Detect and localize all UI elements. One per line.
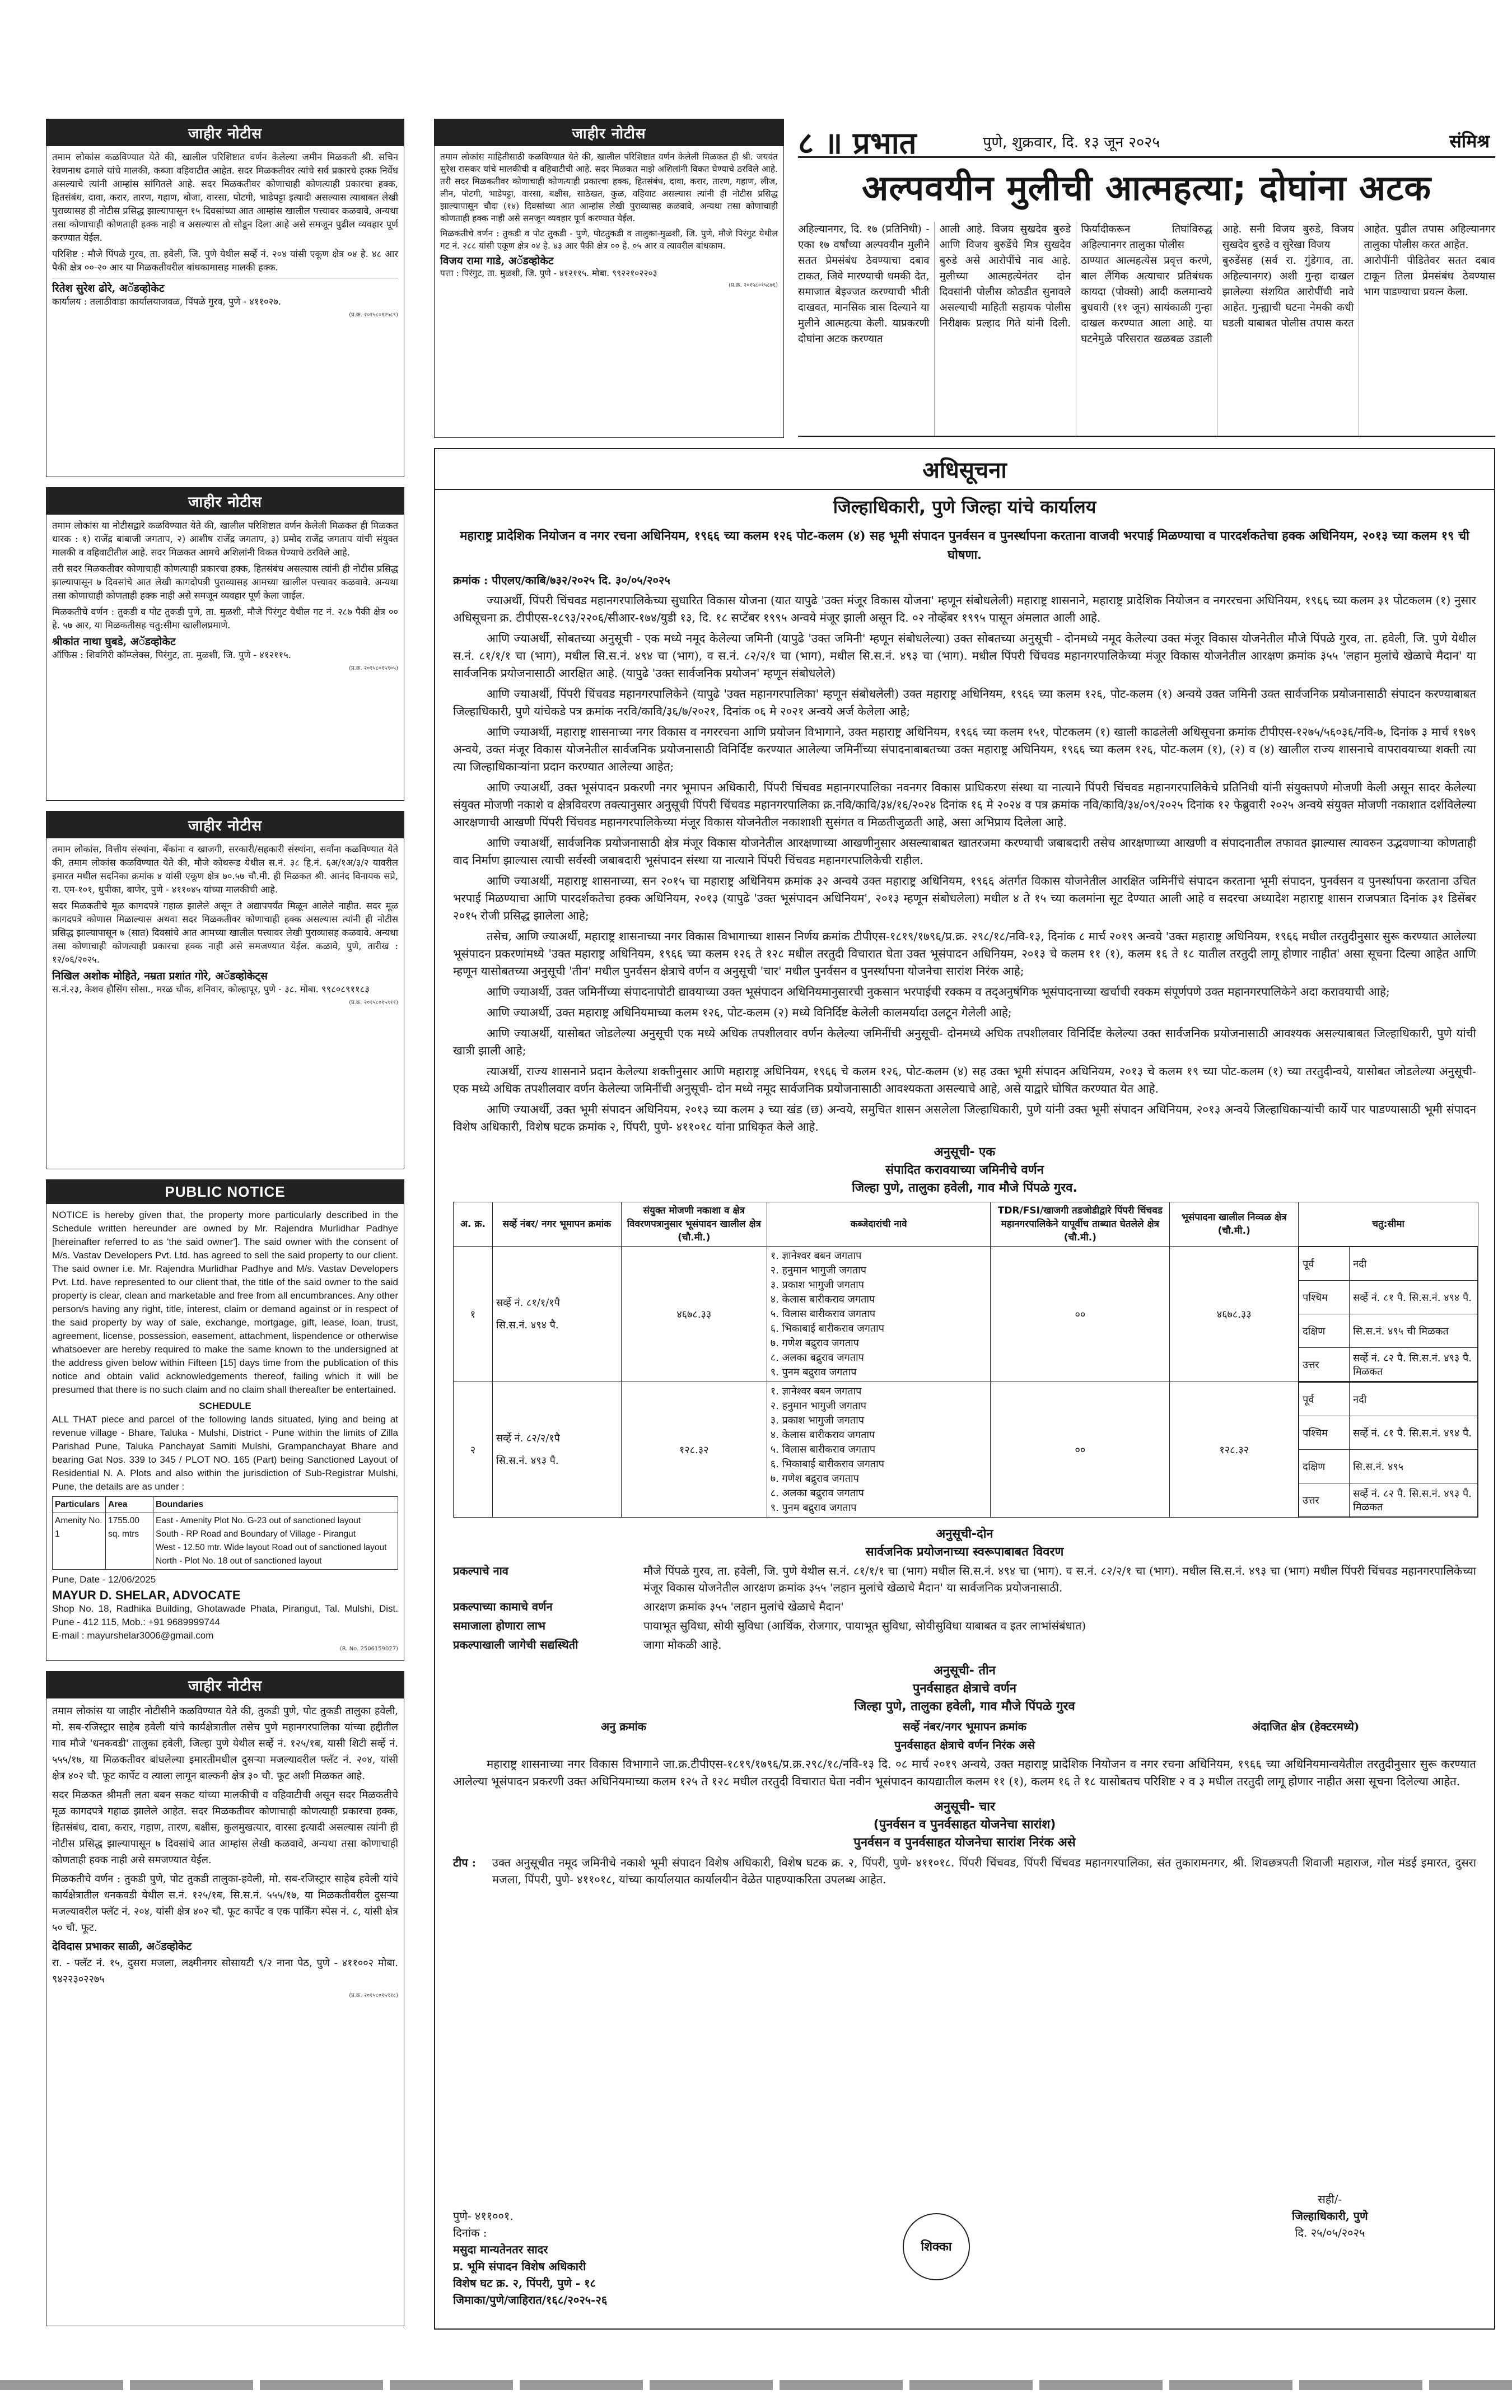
sig-line: प्र. भूमि संपादन विशेष अधिकारी (453, 2260, 586, 2273)
field-value: पायाभूत सुविधा, सोयी सुविधा (आर्थिक, रोजगार, पायाभूत सुविधा, सोयीसुविधा याबाबत व इतर लाभांसंबंधात) (643, 1619, 1086, 1632)
advocate-name: MAYUR D. SHELAR, ADVOCATE (52, 1588, 241, 1602)
schedule-1-title: अनुसूची- एक (934, 1145, 996, 1159)
notice-para: तमाम लोकांस या नोटीसद्वारे कळविण्यात येते की, खालील परिशिष्टात वर्णन केलेली मिळकत ही मिळकत धारक : १) राजेंद्र बाबाजी जगताप, २) आशीष राजेंद्र जगताप, ३) प्रमोद राजेंद्र जगताप यांची संयुक्त मालकी व वहिवाटीतील आहे. सदर मिळकत आमचे अशिलांनी विकत घेण्याचे ठरविले आहे. (52, 520, 398, 558)
owner-name: ६. भिकाबाई बारीकराव जगताप (770, 1458, 884, 1470)
advocate-address: कार्यालय : तलाठीवाडा कार्यालयाजवळ, पिंपळे गुरव, पुणे - ४११०२७. (52, 296, 281, 307)
boundary-value: सर्व्हे नं. ८२ पै. सि.स.नं. ४९३ पै. मिळकत (1350, 1483, 1478, 1517)
advocate-address: पत्ता : पिरंगुट, ता. मुळशी, जि. पुणे - ४१२११५. मोबा. ९९२२१०२२०३ (440, 268, 657, 278)
owner-name: ९. पुनम बद्रुराव जगताप (770, 1501, 857, 1514)
schedule-4-nil: पुनर्वसन व पुनर्वसाहत योजनेचा सारांश निरंक असे (853, 1836, 1076, 1850)
notification-title: अधिसूचना (435, 449, 1494, 490)
notification-para: आणि ज्याअर्थी, महाराष्ट्र शासनाच्या नगर विकास व नगररचना आणि प्रयोजन विभागाने, उक्त महाराष्ट्र अधिनियम, १९६६ च्या कलम १५१, पोटकलम (१) खाली काढलेली अधिसूचना क्रमांक टीपीएस-१२७५/५६०३६/नवि-७, दिनांक ३ मार्च १९७९ अन्वये, उक्त मंजूर विकास योजनेतील सार्वजनिक प्रयोजनासाठी विनिर्दिष्ट करण्यात आलेल्या जमिनींच्या संपादनाबाबतच्या उक्त महाराष्ट्र अधिनियम, १९६६ च्या कलम १२६, पोट-कलम (१), (२) व (४) खालील राज्य शासनाचे वापरावयाच्या शक्ती त्या त्या जिल्हाधिकाऱ्यांना प्रदान करण्यात आलेल्या आहेत; (453, 725, 1476, 773)
tip-text: उक्त अनुसूचीत नमूद जमिनीचे नकाशे भूमी संपादन विशेष अधिकारी, विशेष घटक क्र. २, पिंपरी, पुणे- ४११०१८. पिंपरी चिंचवड, पिंपरी चिंचवड महानगरपालिका, संत तुकारामनगर, श्री. शिवछत्रपती शिवाजी महाराज, गोल मंडई इमारत, दुसरा मजला, पिंपरी, पुणे- ४११०१८, यांच्या कार्यालयात कार्यालयीन वेळेत पाहण्याकरिता उपलब्ध आहेत. (492, 1856, 1476, 1886)
column-label: अनु क्रमांक (600, 1720, 647, 1733)
boundary-direction: पूर्व (1299, 1247, 1350, 1281)
owner-name: ९. पुनम बद्रुराव जगताप (770, 1366, 857, 1378)
sig-line: मसुदा मान्यतेनतर सादर (453, 2243, 548, 2256)
notice-vijay (434, 119, 784, 438)
survey-number: सि.स.नं. ४९४ पै. (496, 1319, 559, 1331)
table-cell: १२८.३२ (1170, 1382, 1299, 1518)
schedule-3-columns (435, 1716, 1494, 1737)
boundary-direction: पश्चिम (1299, 1281, 1350, 1314)
schedule-3-title: अनुसूची- तीन (934, 1664, 996, 1678)
survey-number: सर्व्हे नं. ८२/२/१पै (496, 1432, 560, 1444)
public-notice (46, 1179, 404, 1661)
table-cell: ०० (991, 1247, 1170, 1382)
news-story (798, 217, 1495, 437)
notification-ref: क्रमांक : पीएलए/काबि/७३२/२०२५ दि. ३०/०५/२०२५ (453, 573, 670, 587)
owner-name: ५. विलास बारीकराव जगताप (770, 1308, 876, 1320)
table-cell (1299, 1382, 1478, 1518)
notification-para: आणि ज्याअर्थी, उक्त भूमी संपादन अधिनियम, २०१३ च्या कलम ३ च्या खंड (छ) अन्वये, समुचित शासन असलेला जिल्हाधिकारी, पुणे यांनी उक्त भूमी संपादन अधिनियम, २०१३ अन्वये जिल्हाधिकाऱ्यांची कार्ये पार पाडण्यासाठी भूमी संपादन विशेष अधिकारी, विशेष घटक क्रमांक २, पिंपरी, पुणे- ४११०१८ यांना प्राधिकृत केले आहे. (453, 1103, 1476, 1133)
table-cell (1299, 1247, 1478, 1382)
advocate-name: विजय रामा गाडे, अॅडव्होकेट (440, 255, 554, 267)
table-header: Particulars (53, 1497, 106, 1513)
notification-para: त्याअर्थी, राज्य शासनाने प्रदान केलेल्या शक्तीनुसार आणि महाराष्ट्र अधिनियम, १९६६ चे कलम १२६, पोट-कलम (४) सह उक्त भूमी संपादन अधिनियम, २०१३ चे कलम १९ च्या पोट-कलम (१) च्या तरतुदीन्वये, यासोबत जोडलेल्या अनुसूची- एक मध्ये अधिक तपशीलवार वर्णन केलेल्या जमिनींची अनुसूची- दोन मध्ये नमूद सार्वजनिक प्रयोजनासाठी आवश्यकता असल्याचे आहे, असे याद्वारे घोषित करण्यात येत आहे. (453, 1065, 1476, 1095)
field-value: आरक्षण क्रमांक ३५५ 'लहान मुलांचे खेळाचे मैदान' (643, 1600, 844, 1613)
boundary-value: नदी (1350, 1247, 1478, 1281)
notice-heading: जाहीर नोटीस (435, 119, 783, 146)
table-cell (492, 1382, 621, 1518)
boundary: North - Plot No. 18 out of sanctioned layout (156, 1556, 322, 1566)
table-cell: २ (454, 1382, 493, 1518)
sig-line: जिल्हाधिकारी, पुणे (1292, 2209, 1368, 2223)
field-label: प्रकल्पाच्या कामाचे वर्णन (453, 1600, 553, 1613)
table-header: अ. क्र. (454, 1202, 493, 1247)
boundary-value: सि.स.नं. ४९५ (1350, 1450, 1478, 1483)
notice-para: तमाम लोकांस माहितीसाठी कळविण्यात येते की, खालील परिशिष्टात वर्णन केलेली मिळकत ही श्री. जयवंत सुरेश रासकर यांचे मालकीची व वहिवाटीची आहे. सदर मिळकत माझे अशिलांनी विकत घेण्याचे ठरविले आहे. तरी सदर मिळकतीवर कोणाचाही कोणत्याही प्रकारचा हक्क, हितसंबंध, दावा, करार, तारण, गहाण, लीज, लीन, पोटगी, भाडेपट्टा, वारसा, बक्षीस, साठेखत, कुळ, वहिवाट असल्यास त्यांनी ही नोटीस प्रसिद्ध झाल्यापासून चौदा (१४) दिवसांच्या आत आम्हांस लेखी पुराव्यासह कळवावे, अन्यथा तसा कोणाचाही कोणताही हक्क नाही असे समजून व्यवहार पूर्ण करण्यात येईल. (440, 152, 778, 223)
story-para: अहिल्यानगर, दि. १७ (प्रतिनिधी) - एका १७ वर्षांच्या अल्पवयीन मुलीने सतत प्रेमसंबंध ठेवण्याचा दबाव टाकत, जिवे मारण्याची धमकी देत, समाजात बेइज्जत करण्याची भीती दाखवत, मानसिक त्रास दिल्याने या मुलीने आत्महत्या केली. याप्रकरणी दोघांना अटक करण्यात (798, 223, 930, 345)
table-header: संयुक्त मोजणी नकाशा व क्षेत्र विवरणपत्रानुसार भूसंपादन खालील क्षेत्र (चौ.मी.) (621, 1202, 767, 1247)
place-date: पुणे, शुक्रवार, दि. १३ जून २०२५ (983, 134, 1160, 151)
owner-name: २. हनुमान भागुजी जगताप (770, 1399, 867, 1412)
schedule-2-row (435, 1597, 1494, 1616)
boundary-direction: पूर्व (1299, 1383, 1350, 1416)
tip-label: टीप : (453, 1856, 476, 1869)
schedule-2-row (435, 1561, 1494, 1597)
ad-ref: (प्र.क्र. २०१५८०१५८७६) (729, 282, 778, 288)
table-cell: १ (454, 1247, 493, 1382)
advocate-name: रितेश सुरेश ढोरे, अॅडव्होकेट (52, 282, 165, 295)
boundary: South - RP Road and Boundary of Village - Pirangut (156, 1529, 356, 1539)
ad-ref: (प्र.क्र. २०१५८०१५९०५) (349, 665, 398, 671)
notice-para: परिशिष्ट : मौजे पिंपळे गुरव, ता. हवेली, जि. पुणे येथील सर्व्हे नं. २०४ यांसी एकूण क्षेत्र ०४ हे. ४८ आर पैकी क्षेत्र ००-२० आर या मिळकतीवरील बांधकामासह मालकी हक्क. (52, 249, 398, 273)
schedule-3-place: जिल्हा पुणे, तालुका हवेली, गाव मौजे पिंपळे गुरव (854, 1700, 1075, 1714)
notice-para: मिळकतीचे वर्णन : तुकडी व पोट तुकडी - पुणे, पोटतुकडी व तालुका-मुळशी, जि. पुणे, मौजे पिरंगुट येथील गट नं. २८८ यांसी एकूण क्षेत्र ०४ हे. ४३ आर पैकी क्षेत्र ०० हे. ०५ आर व त्यावरील बांधकाम. (440, 228, 778, 251)
field-label: प्रकल्पाखाली जागेची सद्यस्थिती (453, 1638, 578, 1651)
field-label: प्रकल्पाचे नाव (453, 1564, 508, 1578)
ad-ref: (प्र.क्र. २०१५८०१५९११) (349, 1000, 398, 1006)
schedule-3-nil: पुनर्वसाहत क्षेत्राचे वर्णन निरंक असे (894, 1738, 1035, 1752)
left-signature-block (453, 2208, 607, 2308)
schedule-3-para: महाराष्ट्र शासनाच्या नगर विकास विभागाने जा.क्र.टीपीएस-१८१९/१७९६/प्र.क्र.२९८/१८/नवि-१३ दि. ०८ मार्च २०१९ अन्वये, उक्त महाराष्ट्र प्रादेशिक नियोजन व नगर रचना अधिनियम, १९६६ च्या अधिनियमान्वयेतील तरतुदीनुसार सुरू करण्यात आलेल्या भूसंपादन प्रकरणी उक्त अधिनियमाच्या कलम १२५ ते १२८ मधील तरतुदी विचारात घेता नवीन भूसंपादन कायद्यातील कलम ११ (१), कलम १६ ते १८ यासोबतच परिशिष्ट २ व ३ मधील तरतुदी लागू होणार नाहीत असा सूचना दिलेल्या आहेत. (453, 1757, 1476, 1788)
notification-para: आणि ज्याअर्थी, सार्वजनिक प्रयोजनासाठी क्षेत्र मंजूर विकास योजनेतील आरक्षणाच्या आखणीनुसार असल्याबाबत खातरजमा करण्याची जबाबदारी तसेच आरक्षणाच्या आखणी व संपादनातील तफावत झाल्यास त्यावरुन उद्भवणाऱ्या कोणताही वाद निर्माण झाल्यास त्याची सर्वस्वी जबाबदारी भूसंपादन संस्था या नात्याने पिंपरी चिंचवड महानगरपालिकेची राहील. (453, 836, 1476, 867)
sig-line: सही/- (1318, 2192, 1342, 2206)
advocate-address: Shop No. 18, Radhika Building, Ghotawade Phata, Pirangut, Tal. Mulshi, Dist. Pune - 412 115, Mob.: +91 9689999744 (52, 1603, 398, 1627)
boundaries-table (1299, 1247, 1478, 1382)
owner-name: ४. केलास बारीकराव जगताप (770, 1293, 875, 1305)
table-row (454, 1247, 1478, 1382)
owner-name: ७. गणेश बद्रुराव जगताप (770, 1472, 859, 1485)
table-row (53, 1513, 398, 1570)
owner-name: ८. अलका बद्रुराव जगताप (770, 1351, 864, 1364)
notice-para: मिळकतीचे वर्णन : तुकडी पुणे, पोट तुकडी तालुका-हवेली, मो. सब-रजिस्ट्रार साहेब हवेली यांचे कार्यक्षेत्रातील धनकवडी येथील स.नं. १२५/१ब, सि.स.नं. ५५५/१७, या मिळकतीवरील दुसऱ्या मजल्यावरील फ्लॅट नं. २०४, यांसी क्षेत्र ४०२ चौ. फूट कार्पेट व एक पार्किंग स्पेस नं. ८, यांसी क्षेत्र ५० चौ. फूट. (52, 1873, 398, 1934)
page-number-brand: ८ ॥ प्रभात (798, 125, 917, 161)
notice-para: तरी सदर मिळकतीवर कोणाचाही कोणत्याही प्रकारचा हक्क, हितसंबंध असल्यास त्यांनी ही नोटीस प्रसिद्ध झाल्यापासून ७ दिवसांचे आत लेखी कागदोपत्री पुराव्यासह आमच्या खालील पत्त्यावर कळवावे. अन्यथा तसा कोणाचाही कोणताही हक्क नाही असे समजून व्यवहार पूर्ण केला जाईल. (52, 563, 398, 601)
table-cell: Amenity No. 1 (53, 1513, 106, 1570)
schedule-2-title: अनुसूची-दोन (936, 1527, 993, 1541)
owner-name: २. हनुमान भागुजी जगताप (770, 1264, 867, 1276)
notification-para: आणि ज्याअर्थी, पिंपरी चिंचवड महानगरपालिकेने (यापुढे 'उक्त महानगरपालिका' म्हणून संबोधलेली) उक्त महाराष्ट्र अधिनियम, १९६६ च्या कलम १२६, पोट-कलम (१) अन्वये उक्त जमिनी उक्त सार्वजनिक प्रयोजनासाठी संपादन करण्याबाबत जिल्हाधिकारी, पुणे यांचेकडे पत्र क्रमांक नरवि/कावि/३६/७/२०२१, दिनांक ०६ मे २०२१ अन्वये अर्ज केलेला आहे; (453, 687, 1476, 718)
masthead (798, 119, 1495, 161)
notification-body (435, 592, 1494, 1136)
owner-name: ६. भिकाबाई बारीकराव जगताप (770, 1322, 884, 1334)
schedule-2-row (435, 1616, 1494, 1635)
collector-notification (434, 448, 1495, 2330)
ad-ref: (R. No. 2506159027) (339, 1646, 398, 1652)
owner-name: ३. प्रकाश भागुजी जगताप (770, 1414, 865, 1426)
sig-line: जिमाका/पुणे/जाहिरात/१६८/२०२५-२६ (453, 2293, 608, 2307)
advocate-name: निखिल अशोक मोहिते, नम्रता प्रशांत गोरे, अॅडव्होकेट्स (52, 970, 268, 982)
table-header: सर्व्हे नंबर/ नगर भूमापन क्रमांक (492, 1202, 621, 1247)
notification-para: आणि ज्याअर्थी, उक्त जमिनींच्या संपादनापोटी द्यावयाच्या उक्त भूसंपादन अधिनियमानुसारची नुकसान भरपाईची रक्कम व तद्अनुषंगिक भूसंपादनाच्या खर्चाची रक्कम संपूर्णपणे उक्त महानगरपालिकेने अदा करावयाची आहे; (487, 985, 1390, 998)
schedule-1-sub: संपादित करावयाच्या जमिनीचे वर्णन (885, 1163, 1044, 1177)
story-para: ठाण्यात आत्महत्येस प्रवृत्त करणे, बाल लैंगिक अत्याचार प्रतिबंधक कायदा (पोक्सो) आदी कलमान्वये बुधवारी (११ जून) सायंकाळी गुन्हा दाखल करण्यात आला आहे. या घटनेमुळे परिसरात खळबळ उडाली आहे. सनी विजय बुरुडे, विजय सुखदेव बुरुडे व सुरेखा विजय (1081, 223, 1354, 345)
schedule-4-sub: (पुनर्वसन व पुनर्वसाहत योजनेचा सारांश) (873, 1818, 1056, 1832)
ad-ref: (प्र.क्र. २०१५८०१२५८९) (349, 312, 398, 318)
table-cell: १२८.३२ (621, 1382, 767, 1518)
column-label: अंदाजित क्षेत्र (हेक्टरमध्ये) (1252, 1720, 1360, 1733)
boundary-direction: उत्तर (1299, 1483, 1350, 1517)
table-header: भूसंपादना खालील निव्वळ क्षेत्र (चौ.मी.) (1170, 1202, 1299, 1247)
notice-heading: PUBLIC NOTICE (46, 1180, 404, 1204)
notice-para: सदर मिळकतीचे मूळ कागदपत्रे गहाळ झालेले असून ते अद्यापपर्यंत मिळून आलेले नाहीत. सदर मूळ कागदपत्रे कोणास मिळाल्यास अथवा सदर मिळकतीवर कोणाचाही हक्क असल्यास त्यांनी ही नोटीस प्रसिद्ध झाल्यापासून ७ (सात) दिवसांचे आत आमच्या खालील पत्त्यावर लेखी पुराव्यासह कळवावे. अन्यथा तसा कोणाचाही कोणत्याही प्रकारचा हक्क नाही असे समजण्यात येईल. कळावे, पुणे, तारीख : १२/०६/२०२५. (52, 900, 398, 965)
boundary: East - Amenity Plot No. G-23 out of sanctioned layout (156, 1516, 361, 1525)
notice-para: तमाम लोकांस या जाहीर नोटीसीने कळविण्यात येते की, तुकडी पुणे, पोट तुकडी तालुका हवेली, मो. सब-रजिस्ट्रार साहेब हवेली यांचे कार्यक्षेत्रातील तसेच पुणे महानगरपालिका यांच्या हद्दीतील गाव मौजे 'धनकवडी' तालुका हवेली, जिल्हा पुणे येथील सर्व्हे नं. १२५/१ब, यासी शिटी सर्व्हे नं. ५५५/१७, या मिळकतीवर बांधलेल्या इमारतीमधील दुसऱ्या मजल्यावरील फ्लॅट नं. २०४, यांसी क्षेत्र ४०२ चौ. फूट कार्पेट व त्याला लागून बाल्कनी क्षेत्र ३० चौ. फूट अशी मिळकत आहे. (52, 1705, 398, 1782)
schedule-title: SCHEDULE (199, 1401, 251, 1411)
notice-heading: जाहीर नोटीस (46, 119, 404, 146)
table-cell: 1755.00 sq. mtrs (106, 1513, 153, 1570)
section-name: संमिश्र (1449, 130, 1490, 152)
notification-para: आणि ज्याअर्थी, उक्त भूसंपादन प्रकरणी नगर भूमापन अधिकारी, पिंपरी चिंचवड महानगरपालिका नवनगर विकास प्राधिकरण संस्था या नात्याने पिंपरी चिंचवड महानगरपालिकेचे प्रतिनिधी यांनी संयुक्तपणे मोजणी केली असून सादर केलेल्या संयुक्त मोजणी नकाशे व क्षेत्रविवरण तक्त्यानुसार अनुसूची पिंपरी चिंचवड महानगरपालिका क्र.नवि/कावि/३४/१६/२०२४ दिनांक १६ मे २०२४ व पत्र क्रमांक नवि/कावि/३४/०९/२०२५ दिनांक १२ फेब्रुवारी २०२५ अन्वये संयुक्त मोजणी नकाशात दर्शविलेल्या आरक्षणाची आखणी पिंपरी चिंचवड महानगरपालिकेच्या मंजूर विकास योजनेतील नकाशाशी सुसंगत व मिळतीजुळती आहे, असा अभिप्राय दिलेला आहे. (453, 781, 1476, 829)
boundary-direction: पश्चिम (1299, 1416, 1350, 1450)
schedule-text: ALL THAT piece and parcel of the following lands situated, lying and being at revenue village - Bhare, Taluka - Mulshi, District - Pune within the limits of Zilla Parishad Pune, Taluka Panchayat Samiti Mulshi, Grampanchayat Bhare and bearing Gat Nos. 339 to 345 / PLOT NO. 165 (Part) being Sanctioned Layout of Residential N. A. Plots and also within the jurisdiction of Sub-Registrar Mulshi, Pune, the details are as under : (52, 1414, 398, 1492)
schedule-4-title: अनुसूची- चार (934, 1800, 995, 1814)
notice-para: मिळकतीचे वर्णन : तुकडी व पोट तुकडी पुणे, ता. मुळशी, मौजे पिरंगुट येथील गट नं. २८७ पैकी क्षेत्र ०० हे. ५७ आर, या मिळकतीसह चतु:सीमा खालीलप्रमाणे. (52, 606, 398, 631)
notification-para: आणि ज्याअर्थी, यासोबत जोडलेल्या अनुसूची एक मध्ये अधिक तपशीलवार वर्णन केलेल्या जमिनींची अनुसूची- दोनमध्ये अधिक तपशीलवार विनिर्दिष्ट केलेल्या उक्त सार्वजनिक प्रयोजनासाठी आवश्यक असल्याबाबत जिल्हाधिकारी, पुणे यांची खात्री झाली आहे; (453, 1026, 1476, 1057)
notice-ritesh (46, 119, 404, 477)
sig-line: विशेष घट क्र. २, पिंपरी, पुणे - १८ (453, 2276, 596, 2290)
owner-name: १. ज्ञानेश्वर बबन जगताप (770, 1385, 862, 1397)
ad-ref: (प्र.क्र. २०१५८०१५९१८) (349, 1992, 398, 1999)
land-table (453, 1202, 1478, 1518)
owner-name: १. ज्ञानेश्वर बबन जगताप (770, 1249, 862, 1262)
boundary-value: सि.स.नं. ४९५ ची मिळकत (1350, 1314, 1478, 1348)
notice-nikhil (46, 811, 404, 1169)
advocate-address: स.नं.२३, केशव हौसिंग सोसा., मरळ चौक, शनिवार, कोल्हापूर, पुणे - ३८. मोबा. ९९८०८९११८३ (52, 984, 370, 995)
boundaries-table (1299, 1382, 1478, 1517)
boundary-direction: दक्षिण (1299, 1450, 1350, 1483)
office-seal: शिक्का (903, 2213, 970, 2280)
schedule-1-place: जिल्हा पुणे, तालुका हवेली, गाव मौजे पिंपळे गुरव. (852, 1181, 1077, 1195)
schedule-3-sub: पुनर्वसाहत क्षेत्राचे वर्णन (913, 1682, 1016, 1696)
field-value: मौजे पिंपळे गुरव, ता. हवेली, जि. पुणे येथील स.नं. ८१/१/१ चा (भाग) मधील सि.स.नं. ४९४ चा (भाग). व स.नं. ८२/२/१ चा (भाग). मधील सि.स.नं. ४९३ चा (भाग) मधील पिंपरी चिंचवड महानगरपालिकेच्या मंजूर विकास योजनेतील आरक्षण क्रमांक ३५५ 'लहान मुलांचे खेळाचे मैदान' या सार्वजनिक प्रयोजनासाठी. (643, 1564, 1476, 1594)
notification-intro: महाराष्ट्र प्रादेशिक नियोजन व नगर रचना अधिनियम, १९६६ च्या कलम १२६ पोट-कलम (४) सह भूमी संपादन पुनर्वसन व पुनर्स्थापना करताना वाजवी भरपाई मिळण्याचा व पारदर्शकतेचा हक्क अधिनियम, २०१३ च्या कलम १९ ची घोषणा. (460, 529, 1469, 562)
notification-para: ज्याअर्थी, पिंपरी चिंचवड महानगरपालिकेच्या सुधारित विकास योजना (यात यापुढे 'उक्त मंजूर विकास योजना' म्हणून संबोधलेली) महाराष्ट्र शासनाने, महाराष्ट्र प्रादेशिक नियोजन व नगररचना अधिनियम, १९६६ च्या कलम ३१ पोटकलम (१) नुसार अधिसूचना क्र. टीपीएस-१८९३/२२०६/सीआर-१७४/युडी १३, दि. १८ सप्टेंबर १९९५ अन्वये मंजूर झाली असून दि. ०२ नोव्हेंबर १९९५ पासून अंमलात आली आहे. (453, 594, 1476, 624)
advocate-name: श्रीकांत नाथा घुबडे, अॅडव्होकेट (52, 636, 176, 648)
table-header: TDR/FSI/खाजगी तडजोडीद्वारे पिंपरी चिंचवड महानगरपालिकेने यापूर्वीच ताब्यात घेतलेले क्षेत्र (चौ.मी.) (991, 1202, 1170, 1247)
survey-number: सर्व्हे नं. ८१/१/१पै (496, 1296, 560, 1309)
boundary-value: सर्व्हे नं. ८१ पै. सि.स.नं. ४९४ पै. (1350, 1281, 1478, 1314)
boundary-value: सर्व्हे नं. ८१ पै. सि.स.नं. ४९४ पै. (1350, 1416, 1478, 1450)
advocate-email: E-mail : mayurshelar3006@gmail.com (52, 1630, 214, 1641)
table-cell: ४६७८.३३ (1170, 1247, 1299, 1382)
field-label: समाजाला होणारा लाभ (453, 1619, 545, 1632)
sig-line: दिनांक : (453, 2226, 487, 2239)
notice-devidas (46, 1671, 404, 2326)
boundary-value: नदी (1350, 1383, 1478, 1416)
notice-para: सदर मिळकत श्रीमती लता बबन सकट यांच्या मालकीची व वहिवाटीची असून सदर मिळकतीचे मूळ कागदपत्रे गहाळ झालेले आहेत. सदर मिळकतीवर कोणाचाही कोणत्याही प्रकारचा हक्क, हितसंबंध, दावा, करार, गहाण, तारण, बक्षीस, कुलमुखत्यार, वारसा इत्यादी असल्यास त्यांनी ही नोटीस प्रसिद्ध झाल्यापासून ७ दिवसांचे आत आम्हांस लेखी कळवावे, अन्यथा तसा कोणाचाही कोणताही हक्क नाही असे समजण्यात येईल. (52, 1789, 398, 1866)
table-cell (767, 1382, 991, 1518)
table-row (454, 1382, 1478, 1518)
schedule-table (52, 1496, 398, 1570)
column-label: सर्व्हे नंबर/नगर भूमापन क्रमांक (903, 1720, 1026, 1733)
schedule-2-sub: सार्वजनिक प्रयोजनाच्या स्वरूपाबाबत विवरण (865, 1545, 1064, 1559)
table-cell (767, 1247, 991, 1382)
table-header: चतु:सीमा (1299, 1202, 1478, 1247)
notice-heading: जाहीर नोटीस (46, 488, 404, 515)
table-cell: ०० (991, 1382, 1170, 1518)
advocate-address: ऑफिस : शिवगिरी कॉम्प्लेक्स, पिरंगुट, ता. मुळशी, जि. पुणे - ४१२११५. (52, 650, 292, 660)
owner-name: ३. प्रकाश भागुजी जगताप (770, 1278, 865, 1291)
boundary: West - 12.50 mtr. Wide layout Road out of sanctioned layout (156, 1543, 387, 1552)
table-cell (492, 1247, 621, 1382)
notice-heading: जाहीर नोटीस (46, 1672, 404, 1698)
page-footer-strip (0, 2380, 1512, 2390)
notice-shrikant (46, 487, 404, 801)
advocate-address: रा. - फ्लॅट नं. १५, दुसरा मजला, लक्ष्मीनगर सोसायटी ९/२ नाना पेठ, पुणे - ४११००२ मोबा. ९४२२३०२२७५ (52, 1957, 398, 1985)
story-para: आली आहे. विजय सुखदेव बुरुडे आणि विजय बुरुडेंचे मित्र सुखदेव बुरुडे असे आरोपींचे नाव आहे. मुलीच्या आत्महत्येनंतर दोन दिवसांनी पोलीस कोठडीत सुनावले असल्याची माहिती सहायक पोलीस निरीक्षक प्रल्हाद गिते यांनी दिली. फिर्यादीकरून तिघांविरुद्ध अहिल्यानगर तालुका पोलीस (939, 223, 1212, 329)
owner-name: ८. अलका बद्रुराव जगताप (770, 1487, 864, 1499)
boundary-direction: दक्षिण (1299, 1314, 1350, 1348)
table-header: कब्जेदारांची नावे (767, 1202, 991, 1247)
schedule-2-row (435, 1635, 1494, 1654)
notice-heading: जाहीर नोटीस (46, 811, 404, 838)
table-header: Area (106, 1497, 153, 1513)
advocate-name: देविदास प्रभाकर साळी, अॅडव्होकेट (52, 1940, 192, 1953)
notice-date: Pune, Date - 12/06/2025 (52, 1574, 156, 1585)
owner-name: ४. केलास बारीकराव जगताप (770, 1429, 875, 1441)
notice-para: तमाम लोकांस, वित्तीय संस्थांना, बँकांना व खाजगी, सरकारी/सहकारी संस्थांना, सर्वांना कळविण्यात येते की, तमाम लोकांस कळविण्यात येते की, मौजे कोथरूड येथील स.नं. ३८ हि.नं. ६अ/१अ/३/२ यावरील इमारत मधील सदनिका क्रमांक ४ यांसी एकूण क्षेत्र ७०.५७ चौ.मी. ही मिळकत श्री. आनंद विनायक सप्रे, रा. एम-१०१, धुपीका, बाणेर, पुणे - ४११०४५ यांच्या मालकीची आहे. (52, 844, 398, 895)
owner-name: ५. विलास बारीकराव जगताप (770, 1443, 876, 1455)
owner-name: ७. गणेश बद्रुराव जगताप (770, 1337, 859, 1349)
notification-para: आणि ज्याअर्थी, महाराष्ट्र शासनाच्या, सन २०१५ चा महाराष्ट्र अधिनियम क्रमांक ३२ अन्वये उक्त महाराष्ट्र अधिनियम, १९६६ अंतर्गत विकास योजनेतील आरक्षित जमिनींचे संपादन करताना भूमी संपादन, पुनर्वसन व पुनर्स्थापना करताना उचित भरपाई मिळण्याचा आणि पारदर्शकतेचा हक्क अधिनियम, २०१३ (यापुढे 'उक्त भूसंपादन अधिनियम', २०१३ म्हणून संबोधलेला) मधील ४ ते १५ च्या कलमांना सूट देण्यात आली आहे व सदरचा अध्यादेश महाराष्ट्र शासन राजपत्रात दिनांक ३१ डिसेंबर २०१५ रोजी प्रसिद्ध झालेला आहे; (453, 874, 1476, 922)
notification-office: जिल्हाधिकारी, पुणे जिल्हा यांचे कार्यालय (833, 496, 1096, 517)
notification-para: आणि ज्याअर्थी, उक्त महाराष्ट्र अधिनियमाच्या कलम १२६, पोट-कलम (२) मध्ये विनिर्दिष्ट केलेली कालमर्यादा उलटून गेलेली आहे; (487, 1006, 1012, 1019)
field-value: जागा मोकळी आहे. (643, 1638, 722, 1651)
notification-para: तसेच, आणि ज्याअर्थी, महाराष्ट्र शासनाच्या नगर विकास विभागाच्या शासन निर्णय क्रमांक टीपीएस-१८१९/१७९६/प्र.क्र. २९८/१८/नवि-१३, दिनांक ८ मार्च २०१९ अन्वये 'उक्त महाराष्ट्र अधिनियम, १९६६ मधील तरतुदीनुसार सुरू करण्यात आलेल्या भूसंपादन प्रकरणांमध्ये 'उक्त महाराष्ट्र अधिनियम, १९६६ च्या कलम १२६ ते १२८ मधील तरतुदी विचारात घेता उक्त भूसंपादन अधिनियम, २०१३ चे कलम ११ (१), कलम १६ ते १८ यातील तरतुदी लागू होणार नाहीत' असा सूचना दिल्या आहेत आणि म्हणून यासोबतच्या अनुसूची 'तीन' मधील पुनर्वसन क्षेत्राचे वर्णन व अनुसूची 'चार' मधील पुनर्वसन व पुनर्स्थापना योजनेचा सारांश निरंक आहे; (453, 930, 1476, 978)
story-para: आरोपींनी पीडितेवर सतत दबाव टाकून तिला प्रेमसंबंध ठेवण्यास भाग पाडण्याचा प्रयत्न केला. (1364, 255, 1495, 298)
survey-number: सि.स.नं. ४९३ पै. (496, 1454, 559, 1467)
sig-line: पुणे- ४११००१. (453, 2209, 514, 2223)
notice-para: तमाम लोकांस कळविण्यात येते की, खालील परिशिष्टात वर्णन केलेल्या जमीन मिळकती श्री. सचिन रेवणनाथ ढमाले यांचे मालकी, कब्जा वहिवाटीत आहेत. सदर मिळकतीवर त्यांचे सर्व प्रकारचे हक्क निर्वेध असल्याचे त्यांनी आम्हांस सांगितले आहे. सदर मिळकतीवर कोणाचाही कोणत्याही प्रकारचा हक्क, हितसंबंध, दावा, करार, तारण, गहाण, बोजा, वारसा, पोटगी, भाडेपट्टा इत्यादी असल्यास त्याबाबत लेखी पुराव्यासह ही नोटीस प्रसिद्ध झाल्यापासून १५ दिवसांच्या आत आम्हांस खालील पत्त्यावर कळवावे, अन्यथा तसा कोणाचाही कोणताही हक्क नाही व असल्यास तो सोडून दिला आहे असे समजून पुढील व्यवहार पूर्ण करण्यात येईल. (52, 152, 398, 243)
boundary-value: सर्व्हे नं. ८२ पै. सि.स.नं. ४९३ पै. मिळकत (1350, 1348, 1478, 1382)
table-header: Boundaries (153, 1497, 398, 1513)
schedule-2 (435, 1561, 1494, 1654)
story-para: बुरुडेंसह (सर्व रा. गुंडेगाव, ता. अहिल्यानगर) अशी गुन्हा दाखल झालेल्या संशयित आरोपींची नावे आहेत. गुन्ह्याची घटना नेमकी कधी घडली याबाबत पोलीस तपास करत आहेत. पुढील तपास अहिल्यानगर तालुका पोलीस करत आहेत. (1222, 223, 1495, 329)
boundary-direction: उत्तर (1299, 1348, 1350, 1382)
notification-para: आणि ज्याअर्थी, सोबतच्या अनुसूची - एक मध्ये नमूद केलेल्या जमिनी (यापुढे 'उक्त जमिनी' म्हणून संबोधलेल्या) उक्त सोबतच्या अनुसूची - दोनमध्ये नमूद केलेल्या उक्त मंजूर विकास योजनेतील मौजे पिंपळे गुरव, ता. हवेली, जि. पुणे येथील स.नं. ८१/१/१ चा (भाग), मधील सि.स.नं. ४९४ चा (भाग), व स.नं. ८२/२/१ चा (भाग), मधील सि.स.नं. ४९३ चा (भाग). मधील पिंपरी चिंचवड महानगरपालिकेच्या मंजूर विकास योजनेतील आरक्षण क्रमांक ३५५ 'लहान मुलांचे खेळाचे मैदान' या सार्वजनिक प्रयोजनासाठी आरक्षित आहे. (यापुढे 'उक्त सार्वजनिक प्रयोजन' म्हणून संबोधलेले) (453, 632, 1476, 680)
headline: अल्पवयीन मुलीची आत्महत्या; दोघांना अटक (862, 167, 1431, 208)
right-signature-block (1292, 2191, 1368, 2241)
table-cell: ४६७८.३३ (621, 1247, 767, 1382)
notice-para: NOTICE is hereby given that, the property more particularly described in the Schedule written hereunder are owned by Mr. Rajendra Murlidhar Padhye [hereinafter referred to as 'the said owner']. The said owner with the consent of M/s. Vastav Developers Pvt. Ltd. has agreed to sell the said property to our client. The said owner i.e. Mr. Rajendra Murlidhar Padhye and M/s. Vastav Developers Pvt. Ltd. have represented to our client that, the title of the said owner to the said property is clear, clean and marketable and free from all encumbrances. Any other person/s having any right, title, interest, claim or demand against or in respect of the said property by way of sale, exchange, mortgage, gift, lease, loan, trust, agreement, license, possession, easement, attachment, lispendence or otherwise whatsoever are hereby required to make the same known to the undersigned at the address given below within Fifteen [15] days time from the publication of this notice and obtain valid acknowledgements thereof, failing which it will be presumed that there is no such claim and no claim shall thereafter be entertained. (52, 1210, 398, 1395)
sig-line: दि. २५/०५/२०२५ (1295, 2226, 1365, 2239)
